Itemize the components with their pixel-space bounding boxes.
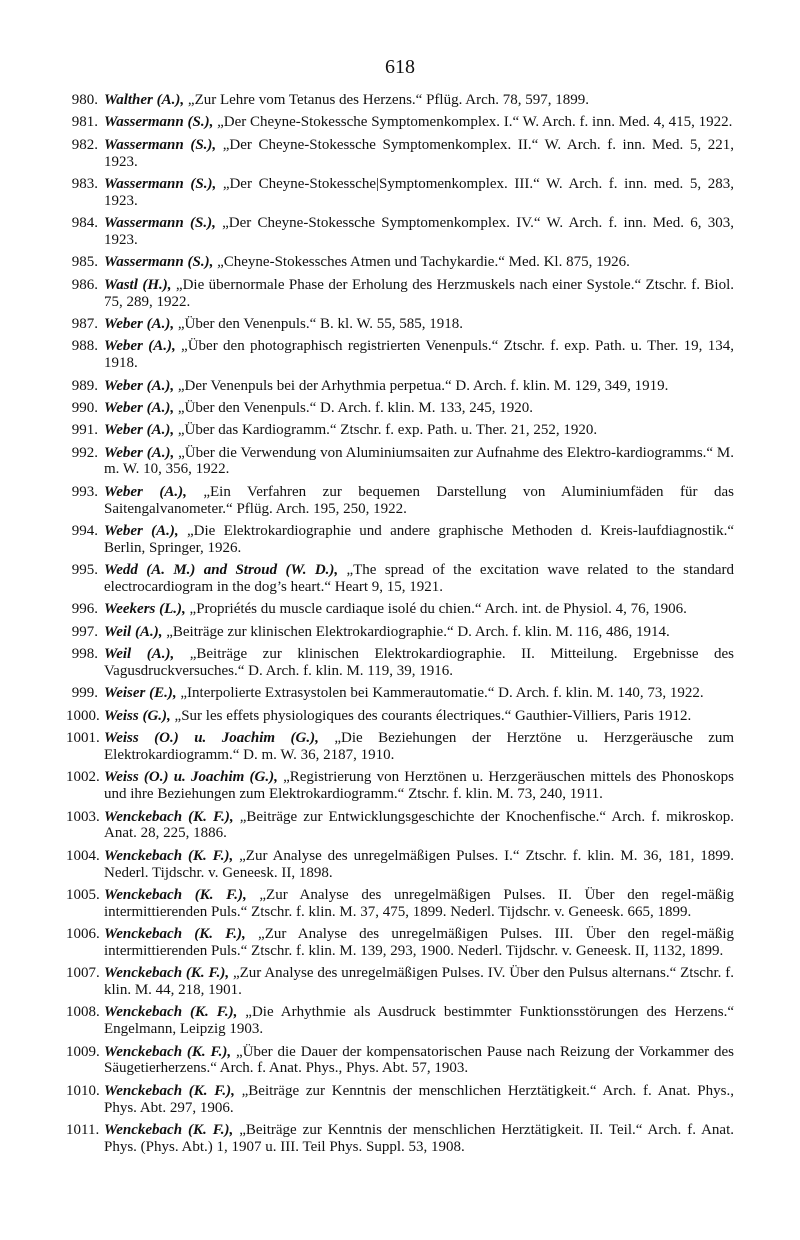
reference-author: Weber (A.),	[104, 338, 176, 355]
reference-entry	[71, 646, 734, 680]
reference-body	[104, 1044, 734, 1078]
reference-author: Wassermann (S.),	[104, 215, 216, 232]
reference-number: 1008.	[66, 1004, 100, 1021]
reference-number: 1011.	[66, 1122, 100, 1139]
reference-entry	[66, 847, 734, 882]
reference-number: 1005.	[66, 886, 100, 903]
reference-author: Wenckebach (K. F.),	[104, 886, 247, 903]
reference-entry	[66, 886, 734, 921]
reference-body	[104, 708, 734, 725]
reference-text: „Über die Dauer der kompensatorischen Pause nach Reizung der Vorkammer des Säugetierherzens.“ Arch. f. Anat. Phys., Phys. Abt. 57, 1903.	[104, 1043, 734, 1077]
reference-author: Wastl (H.),	[104, 276, 172, 293]
reference-number: 1009.	[66, 1043, 100, 1060]
reference-body	[104, 887, 734, 921]
reference-text: „Sur les effets physiologiques des courants électriques.“ Gauthier-Villiers, Paris 1912.	[170, 707, 692, 724]
reference-number: 991.	[71, 422, 98, 439]
reference-text: „Die Elektrokardiographie und andere graphische Methoden d. Kreis-laufdiagnostik.“ Berlin, Springer, 1926.	[104, 523, 734, 556]
reference-body	[104, 316, 734, 333]
reference-number: 1001.	[66, 730, 100, 747]
reference-body	[104, 484, 734, 518]
reference-author: Weber (A.),	[104, 523, 179, 540]
reference-entry	[71, 399, 734, 417]
reference-number: 1010.	[66, 1082, 100, 1099]
reference-text: „Beiträge zur klinischen Elektrokardiographie. II. Mitteilung. Ergebnisse des Vagusdruckversuches.“ D. Arch. f. klin. M. 119, 39, 1916.	[104, 646, 734, 679]
reference-number: 989.	[71, 377, 98, 394]
reference-text: „Der Cheyne-Stokessche|Symptomenkomplex. III.“ W. Arch. f. inn. med. 5, 283, 1923.	[104, 175, 734, 209]
reference-text: „Beiträge zur Kenntnis der menschlichen Herztätigkeit.“ Arch. f. Anat. Phys., Phys. Abt. 297, 1906.	[104, 1082, 734, 1116]
reference-entry	[71, 483, 734, 518]
reference-number: 1004.	[66, 847, 100, 864]
reference-body	[104, 422, 734, 439]
reference-author: Wenckebach (K. F.),	[104, 1082, 235, 1099]
reference-body	[104, 254, 734, 271]
reference-text: „Die übernormale Phase der Erholung des Herzmuskels nach einer Systole.“ Ztschr. f. Biol. 75, 289, 1922.	[104, 276, 735, 310]
reference-text: „Zur Analyse des unregelmäßigen Pulses. I.“ Ztschr. f. klin. M. 36, 181, 1899. Nederl. Tijdschr. v. Geneesk. II, 1898.	[104, 847, 734, 881]
reference-body	[104, 809, 734, 843]
reference-author: Wenckebach (K. F.),	[104, 847, 234, 864]
reference-author: Weber (A.),	[104, 483, 187, 500]
reference-author: Wenckebach (K. F.),	[104, 1122, 234, 1139]
reference-number: 1006.	[66, 926, 100, 943]
reference-entry	[66, 1043, 734, 1078]
reference-author: Weil (A.),	[104, 646, 175, 663]
reference-text: „Über den Venenpuls.“ D. Arch. f. klin. M. 133, 245, 1920.	[174, 399, 533, 416]
reference-entry	[66, 1004, 734, 1038]
reference-body	[104, 400, 734, 417]
reference-author: Wassermann (S.),	[104, 175, 217, 192]
reference-number: 980.	[71, 92, 98, 108]
reference-body	[104, 277, 734, 311]
reference-entry	[66, 1082, 734, 1117]
reference-text: „Registrierung von Herztönen u. Herzgeräuschen mittels des Phonoskops und ihre Beziehungen zum Elektrokardiogramm.“ Ztschr. f. klin. M. 73, 240, 1911.	[104, 769, 734, 803]
reference-author: Weber (A.),	[104, 399, 175, 416]
reference-entry	[71, 175, 734, 210]
reference-author: Weber (A.),	[104, 377, 175, 394]
reference-body	[104, 338, 734, 372]
reference-text: „Propriétés du muscle cardiaque isolé du chien.“ Arch. int. de Physiol. 4, 76, 1906.	[185, 601, 687, 618]
reference-body	[104, 848, 734, 882]
reference-body	[104, 601, 734, 618]
reference-text: „Interpolierte Extrasystolen bei Kammerautomatie.“ D. Arch. f. klin. M. 140, 73, 1922.	[176, 685, 704, 702]
reference-body	[104, 730, 734, 764]
reference-list	[66, 92, 735, 1161]
reference-author: Weber (A.),	[104, 422, 175, 439]
reference-number: 988.	[71, 338, 98, 355]
reference-entry	[71, 685, 734, 702]
reference-text: „Der Cheyne-Stokessche Symptomenkomplex. I.“ W. Arch. f. inn. Med. 4, 415, 1922.	[213, 114, 733, 131]
reference-number: 984.	[71, 215, 98, 232]
reference-number: 996.	[71, 601, 98, 618]
reference-text: „Die Beziehungen der Herztöne u. Herzgeräusche zum Elektrokardiogramm.“ D. m. W. 36, 2187, 1910.	[104, 730, 735, 763]
reference-author: Weber (A.),	[104, 444, 175, 461]
reference-entry	[71, 377, 734, 395]
reference-entry	[66, 808, 735, 843]
reference-entry	[71, 136, 734, 171]
reference-entry	[71, 338, 735, 372]
reference-author: Walther (A.),	[104, 92, 185, 108]
reference-text: „Ein Verfahren zur bequemen Darstellung von Aluminiumfäden für das Saitengalvanometer.“ Pflüg. Arch. 195, 250, 1922.	[104, 483, 734, 517]
reference-number: 985.	[71, 254, 98, 271]
reference-number: 981.	[71, 114, 98, 131]
reference-author: Wenckebach (K. F.),	[104, 926, 246, 943]
reference-body	[104, 769, 734, 803]
reference-entry	[71, 114, 734, 131]
reference-body	[104, 137, 734, 171]
reference-number: 1000.	[66, 707, 100, 724]
reference-body	[104, 926, 734, 960]
reference-number: 1003.	[66, 808, 100, 825]
reference-text: „Zur Lehre vom Tetanus des Herzens.“ Pflüg. Arch. 78, 597, 1899.	[184, 92, 589, 108]
reference-entry	[66, 769, 734, 803]
reference-body	[104, 114, 734, 131]
reference-entry	[71, 562, 734, 596]
reference-text: „Der Venenpuls bei der Arhythmia perpetua.“ D. Arch. f. klin. M. 129, 349, 1919.	[174, 377, 669, 394]
reference-text: „Zur Analyse des unregelmäßigen Pulses. II. Über den regel-mäßig intermittierenden Puls.“ Ztschr. f. klin. M. 37, 475, 1899. Nederl. Tijdschr. v. Geneesk. 665, 1899.	[104, 886, 734, 920]
reference-number: 993.	[71, 483, 98, 500]
reference-text: „Cheyne-Stokessches Atmen und Tachykardie.“ Med. Kl. 875, 1926.	[213, 254, 630, 271]
reference-number: 986.	[71, 276, 98, 293]
reference-body	[104, 92, 734, 109]
reference-author: Wassermann (S.),	[104, 136, 217, 153]
reference-author: Wenckebach (K. F.),	[104, 1004, 238, 1021]
reference-number: 999.	[71, 685, 98, 702]
reference-author: Wenckebach (K. F.),	[104, 808, 234, 825]
reference-body	[104, 1083, 734, 1117]
reference-entry	[66, 707, 734, 725]
reference-author: Wenckebach (K. F.),	[104, 965, 230, 982]
reference-body	[104, 965, 734, 999]
reference-body	[104, 624, 734, 641]
reference-text: „Über den Venenpuls.“ B. kl. W. 55, 585, 1918.	[174, 315, 463, 332]
reference-number: 992.	[71, 444, 98, 461]
page-number: 618	[385, 56, 415, 78]
reference-number: 1002.	[66, 769, 100, 786]
reference-body	[104, 523, 734, 557]
reference-body	[104, 646, 734, 680]
reference-entry	[71, 444, 735, 479]
reference-entry	[71, 92, 734, 109]
reference-body	[104, 562, 734, 596]
reference-entry	[66, 926, 735, 960]
reference-author: Weekers (L.),	[104, 601, 186, 618]
reference-number: 982.	[71, 136, 98, 153]
reference-author: Weiss (O.) u. Joachim (G.),	[104, 730, 319, 747]
reference-author: Wassermann (S.),	[104, 254, 214, 271]
reference-number: 997.	[71, 623, 98, 640]
reference-entry	[71, 276, 735, 311]
reference-text: „Beiträge zur Entwicklungsgeschichte der Knochenfische.“ Arch. f. mikroskop. Anat. 28, 225, 1886.	[104, 808, 735, 842]
reference-text: „Über das Kardiogramm.“ Ztschr. f. exp. Path. u. Ther. 21, 252, 1920.	[174, 422, 598, 439]
reference-text: „Beiträge zur Kenntnis der menschlichen Herztätigkeit. II. Teil.“ Arch. f. Anat. Phys. (Phys. Abt.) 1, 1907 u. III. Teil Phys. Suppl. 53, 1908.	[104, 1122, 735, 1155]
reference-number: 998.	[71, 646, 98, 663]
reference-entry	[71, 315, 734, 333]
reference-entry	[71, 623, 734, 641]
reference-number: 1007.	[66, 965, 100, 982]
reference-author: Weber (A.),	[104, 315, 175, 332]
reference-author: Wenckebach (K. F.),	[104, 1043, 232, 1060]
reference-body	[104, 1004, 734, 1038]
reference-entry	[66, 1122, 735, 1156]
reference-body	[104, 445, 734, 479]
reference-number: 987.	[71, 315, 98, 332]
reference-body	[104, 685, 734, 702]
reference-author: Weiss (G.),	[104, 707, 171, 724]
reference-body	[104, 378, 734, 395]
reference-entry	[66, 965, 734, 999]
reference-body	[104, 215, 734, 249]
reference-text: „Zur Analyse des unregelmäßigen Pulses. III. Über den regel-mäßig intermittierenden Puls.“ Ztschr. f. klin. M. 139, 293, 1900. Nederl. Tijdschr. v. Geneesk. II, 1132, 1899.	[104, 926, 735, 959]
reference-entry	[71, 215, 734, 249]
reference-author: Wassermann (S.),	[104, 114, 214, 131]
reference-body	[104, 176, 734, 210]
reference-text: „Der Cheyne-Stokessche Symptomenkomplex. IV.“ W. Arch. f. inn. Med. 6, 303, 1923.	[104, 215, 734, 248]
reference-entry	[66, 730, 735, 764]
reference-entry	[71, 601, 734, 618]
reference-number: 990.	[71, 399, 98, 416]
reference-text: „Über die Verwendung von Aluminiumsaiten zur Aufnahme des Elektro-kardiogramms.“ M. m. W. 10, 356, 1922.	[104, 444, 735, 478]
reference-number: 983.	[71, 175, 98, 192]
reference-entry	[71, 523, 734, 557]
reference-text: „Der Cheyne-Stokessche Symptomenkomplex. II.“ W. Arch. f. inn. Med. 5, 221, 1923.	[104, 136, 734, 170]
reference-text: „Die Arhythmie als Ausdruck bestimmter Funktionsstörungen des Herzens.“ Engelmann, Leipzig 1903.	[104, 1004, 734, 1038]
reference-text: „The spread of the excitation wave related to the standard electrocardiogram in the dog’s heart.“ Heart 9, 15, 1921.	[104, 562, 734, 596]
reference-author: Weiss (O.) u. Joachim (G.),	[104, 769, 278, 786]
reference-entry	[71, 422, 734, 439]
reference-author: Weil (A.),	[104, 623, 163, 640]
reference-body	[104, 1122, 734, 1156]
reference-entry	[71, 254, 734, 271]
reference-number: 995.	[71, 562, 98, 579]
reference-text: „Über den photographisch registrierten Venenpuls.“ Ztschr. f. exp. Path. u. Ther. 19, 134, 1918.	[104, 338, 735, 372]
reference-author: Wedd (A. M.) and Stroud (W. D.),	[104, 562, 339, 579]
reference-text: „Zur Analyse des unregelmäßigen Pulses. IV. Über den Pulsus alternans.“ Ztschr. f. klin. M. 44, 218, 1901.	[104, 965, 734, 999]
reference-number: 994.	[71, 523, 98, 540]
reference-text: „Beiträge zur klinischen Elektrokardiographie.“ D. Arch. f. klin. M. 116, 486, 1914.	[162, 623, 670, 640]
reference-author: Weiser (E.),	[104, 685, 177, 702]
